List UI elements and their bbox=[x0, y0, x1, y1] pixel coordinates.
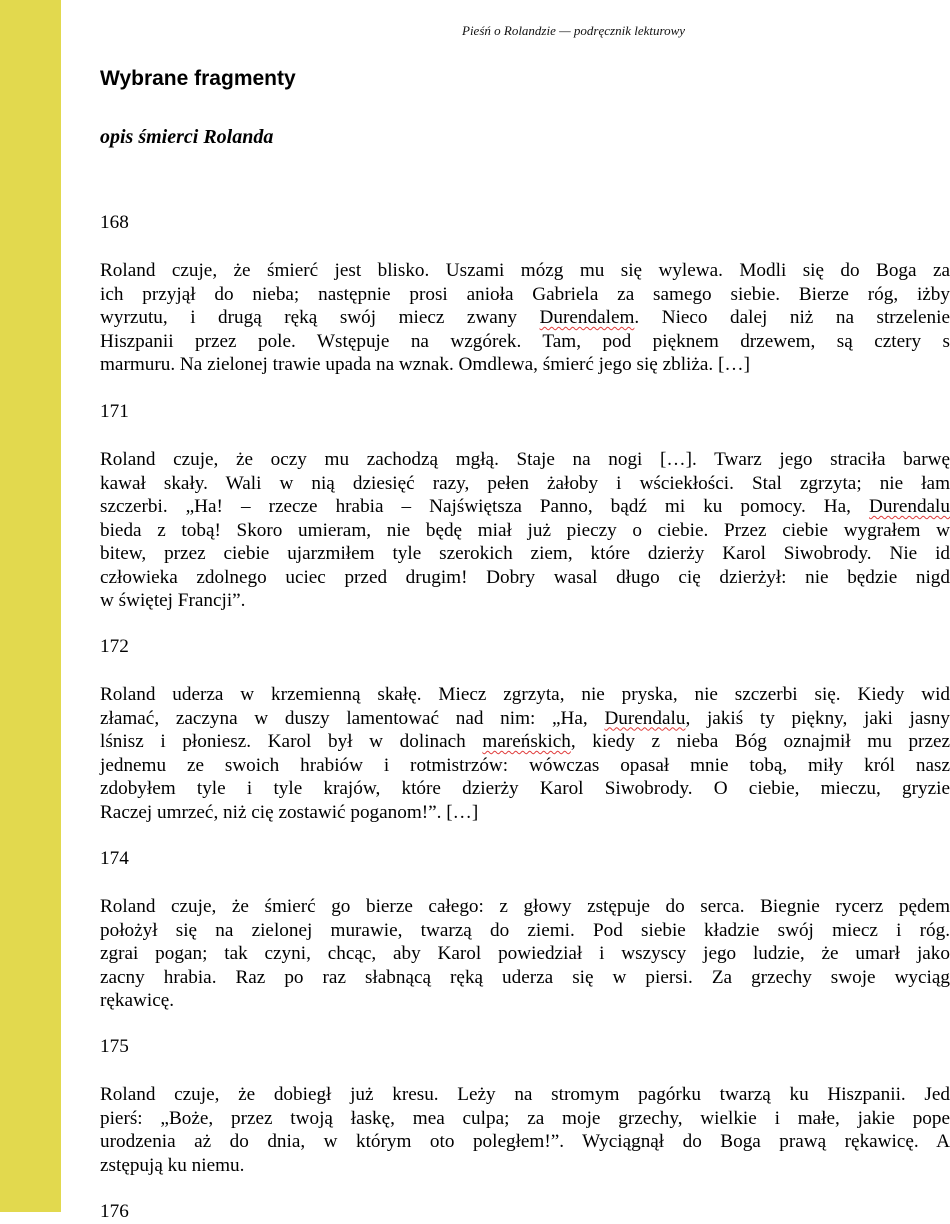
document-title: Wybrane fragmenty bbox=[100, 67, 296, 90]
text-line: Roland uderza w krzemienną skałę. Miecz zgrzyta, nie pryska, nie szczerbi się. Kiedy wid bbox=[100, 684, 950, 705]
text-line: marmuru. Na zielonej trawie upada na wznak. Omdlewa, śmierć jego się zbliża. […] bbox=[100, 354, 750, 375]
text-line: zgrai pogan; tak czyni, chcąc, aby Karol powiedział i wszyscy jego ludzie, że umarł jako bbox=[100, 943, 950, 964]
text-line: Roland czuje, że dobiegł już kresu. Leży na stromym pagórku twarzą ku Hiszpanii. Jed bbox=[100, 1084, 950, 1105]
text-line: rękawicę. bbox=[100, 990, 175, 1011]
text-line: urodzenia aż do dnia, w którym oto poległem!”. Wyciągnął do Boga prawą rękawicę. A bbox=[100, 1131, 950, 1152]
text-line: Raczej umrzeć, niż cię zostawić poganom!”. […] bbox=[100, 801, 479, 823]
text-line bbox=[100, 730, 950, 754]
running-header: Pieśń o Rolandzie — podręcznik lekturowy bbox=[462, 23, 686, 38]
text-line: Hiszpanii przez pole. Wstępuje na wzgórek. Tam, pod pięknem drzewem, są cztery s bbox=[100, 330, 950, 352]
stanza-text bbox=[100, 259, 950, 377]
text-fragment: , jakiś ty piękny, jaki jasny bbox=[685, 707, 950, 729]
text-fragment: , kiedy z nieba Bóg oznajmił mu przez bbox=[570, 731, 950, 752]
text-line: bieda z tobą! Skoro umieram, nie będę miał już pieczy o ciebie. Przez ciebie wygrałem w bbox=[100, 519, 950, 541]
text-line: w świętej Francji”. bbox=[100, 590, 246, 611]
text-line: kawał skały. Wali w nią dziesięć razy, pełen żałoby i wściekłości. Stal zgrzyta; nie łam bbox=[100, 472, 950, 494]
text-line bbox=[100, 495, 950, 519]
text-line: zdobyłem tyle i tyle krajów, które dzierży Karol Siwobrody. O ciebie, mieczu, gryzie bbox=[100, 778, 950, 799]
text-fragment: szczerbi. „Ha! – rzecze hrabia – Najświętsza Panno, bądź mi ku pomocy. Ha, bbox=[100, 496, 869, 517]
document-subtitle: opis śmierci Rolanda bbox=[100, 126, 274, 148]
text-line: jednemu ze swoich hrabiów i rotmistrzów: wówczas opasał mnie tobą, miły król nasz bbox=[100, 754, 950, 776]
stanza-number: 174 bbox=[100, 848, 129, 869]
text-line: położył się na zielonej murawie, twarzą do ziemi. Pod siebie kładzie swój miecz i róg. bbox=[100, 919, 950, 941]
stanza-number: 168 bbox=[100, 212, 129, 233]
text-line: zacny hrabia. Raz po raz słabnącą ręką uderza się w piersi. Za grzechy swoje wyciąg bbox=[100, 966, 950, 988]
spellcheck-word: mareńskich bbox=[482, 731, 571, 752]
stanza-text bbox=[100, 1083, 950, 1177]
text-line: Roland czuje, że śmierć jest blisko. Uszami mózg mu się wylewa. Modli się do Boga za bbox=[100, 260, 950, 281]
text-line: Roland czuje, że oczy mu zachodzą mgłą. Staje na nogi […]. Twarz jego straciła barwę bbox=[100, 449, 950, 470]
stanza-number: 172 bbox=[100, 636, 129, 657]
text-line bbox=[100, 707, 950, 731]
text-fragment: lśnisz i płoniesz. Karol był w dolinach bbox=[100, 731, 483, 752]
stanza-number: 175 bbox=[100, 1036, 129, 1057]
spellcheck-word: Durendalu bbox=[869, 496, 950, 517]
text-line: człowieka zdolnego uciec przed drugim! Dobry wasal długo cię dzierżył: nie będzie nigd bbox=[100, 566, 950, 588]
text-line: pierś: „Boże, przez twoją łaskę, mea culpa; za moje grzechy, wielkie i małe, jakie pope bbox=[100, 1107, 950, 1129]
text-line: zstępują ku niemu. bbox=[100, 1154, 245, 1176]
stanza-number: 171 bbox=[100, 401, 129, 422]
stanza-text bbox=[100, 895, 950, 1013]
spellcheck-word: Durendalem bbox=[539, 307, 635, 328]
text-line bbox=[100, 306, 950, 330]
stanza-text bbox=[100, 448, 950, 613]
text-line: ich przyjął do nieba; następnie prosi anioła Gabriela za samego siebie. Bierze róg, iżby bbox=[100, 283, 950, 305]
text-line: Roland czuje, że śmierć go bierze całego: z głowy zstępuje do serca. Biegnie rycerz pędem bbox=[100, 896, 950, 917]
margin-bar bbox=[0, 0, 61, 1212]
spellcheck-word: Durendalu bbox=[604, 707, 686, 729]
stanza-number: 176 bbox=[100, 1201, 129, 1222]
text-line: bitew, przez ciebie ujarzmiłem tyle szerokich ziem, które dzierży Karol Siwobrody. Nie id bbox=[100, 543, 950, 564]
text-fragment: złamać, zaczyna w duszy lamentować nad nim: „Ha, bbox=[100, 707, 605, 729]
document-body bbox=[100, 0, 950, 1222]
text-fragment: wyrzutu, i drugą ręką swój miecz zwany bbox=[100, 307, 540, 328]
text-fragment: . Nieco dalej niż na strzelenie bbox=[634, 307, 950, 328]
stanza-text bbox=[100, 683, 950, 824]
